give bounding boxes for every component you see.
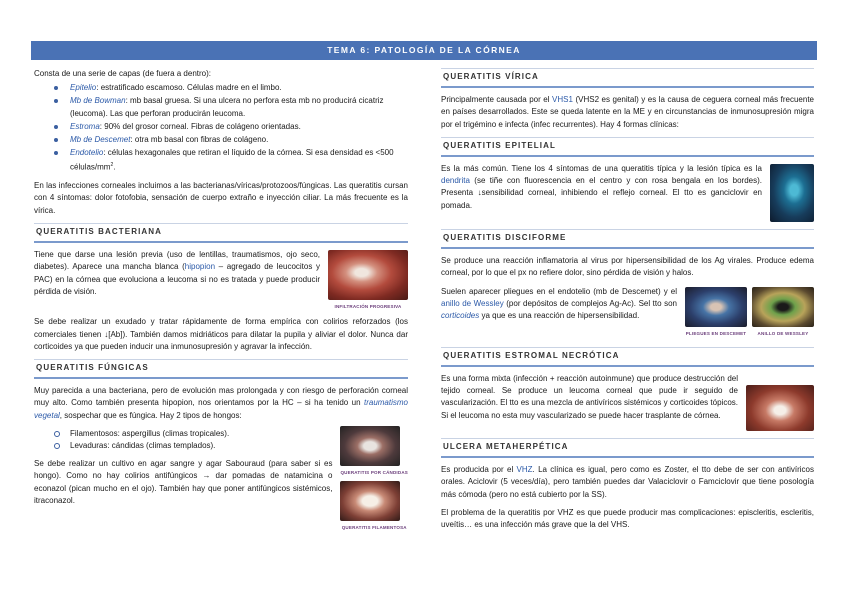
highlight-term: anillo de Wessley: [441, 298, 504, 308]
fungi-types-list: [34, 428, 408, 452]
text-span: (se tiñe con fluorescencia en el centro y con rosa bengala en los bordes). Presenta ↓sensibilidad corneal, inhibiendo el reflejo corneal. El tto es ganciclovir en pomada.: [441, 176, 762, 210]
eye-photo: [685, 287, 747, 327]
list-item: [70, 95, 408, 119]
epitelial-paragraph: [441, 163, 814, 212]
figure-disciforme: [685, 287, 814, 340]
virica-paragraph: [441, 94, 814, 131]
figure-pliegues: [685, 287, 747, 340]
text-span: Suelen aparecer pliegues en el endotelio (mb de Descemet) y el: [441, 286, 677, 296]
right-column: [441, 68, 814, 537]
layer-desc: : células hexagonales que retiran el líquido de la córnea. Si esa densidad es <500 células/mm: [70, 148, 394, 173]
section-header-epitelial: QUERATITIS EPITELIAL: [441, 137, 814, 157]
metaherpetica-complications: El problema de la queratitis por VHZ es que puede producir mas complicaciones: episcleritis, escleritis, uveítis… es una infección más grave que la del VHS.: [441, 507, 814, 530]
layer-term: Epitelio: [70, 83, 97, 93]
layer-term: Mb de Bowman: [70, 96, 126, 106]
text-span: (VHS2 es genital) y es la causa de ceguera corneal más frecuente en países desarrollados. Este se queda latente en la ME y en circunstancias de inmunosupresión migra por el trigémino e infecta (infec recurrentes). Hay 4 formas clínicas:: [441, 95, 814, 129]
section-header-metaherpetica: ULCERA METAHERPÉTICA: [441, 438, 814, 458]
fungicas-paragraph: [34, 385, 408, 422]
text-span: . La clínica es igual, pero como es Zoster, el tto debe de ser con antivíricos orales. Aciclovir (5 veces/día), pero también puedes dar Valaciclovir o Famciclovir que tiene posología más cómoda (pero no está cubierto por la SS).: [441, 465, 815, 499]
section-header-bacteriana: QUERATITIS BACTERIANA: [34, 223, 408, 243]
section-header-estromal: QUERATITIS ESTROMAL NECRÓTICA: [441, 347, 814, 367]
highlight-term: VHZ: [516, 465, 533, 475]
text-span: – agregado de leucocitos y PAC) en la córnea que evoluciona a leucoma si no es tratada y puede producir pérdida de visión.: [34, 262, 321, 296]
list-item: [70, 147, 408, 174]
layer-term: Mb de Descemet: [70, 135, 131, 145]
intro-text: Consta de una serie de capas (de fuera a dentro):: [34, 69, 211, 78]
highlight-term: traumatismo vegetal: [34, 398, 408, 420]
fungicas-body: [34, 428, 408, 537]
list-item: [70, 121, 408, 133]
layer-desc: : estratificado escamoso. Células madre en el limbo.: [96, 83, 282, 93]
epitelial-body: [441, 163, 814, 225]
fungicas-treatment: Se debe realizar un cultivo en agar sangre y agar Sabouraud (para saber si es hongo). Como no hay colirios antifúngicos → dar pomadas de natamicina o econazol (pican mucho en el ojo). También hay que poner antifúngicos sistémicos, itraconazol.: [34, 459, 333, 505]
cornea-layers-list: [34, 82, 408, 174]
highlight-term: hipopion: [184, 262, 216, 272]
layer-desc: : otra mb basal con fibras de colágeno.: [130, 135, 269, 145]
eye-photo: [770, 164, 814, 222]
highlight-term: dendrita: [441, 176, 470, 186]
text-span: Tiene que darse una lesión previa (uso de lentillas, traumatismos, ojo seco, diabetes). Aparece una mancha blanca (: [34, 250, 320, 272]
highlight-term: corticoides: [441, 311, 480, 321]
disciforme-body: [441, 286, 814, 343]
figure-dendrita: [770, 164, 814, 222]
list-item: Filamentosos: aspergillus (climas tropicales).: [70, 428, 408, 440]
bacteriana-treatment: Se debe realizar un exudado y tratar rápidamente de forma empírica con colirios reforzados (los comerciales tienen ↓[Ab]). También damos midriáticos para dilatar la pupila y aliviar el dolor. Nunca dar corticoides ya que pueden inducir una inmunosupresión y agravar la infección.: [34, 317, 408, 351]
text-span: Es producida por el: [441, 465, 517, 475]
highlight-term: VHS1: [552, 95, 573, 105]
layer-tail: .: [113, 163, 116, 173]
eye-photo: [746, 385, 814, 431]
list-item: [70, 82, 408, 94]
text-span: (por depósitos de complejos Ag-Ac). Sel tto son: [503, 298, 677, 308]
section-header-fungicas: QUERATITIS FÚNGICAS: [34, 359, 408, 379]
figure-caption: QUERATITIS POR CÁNDIDAS: [340, 469, 408, 475]
page-title: TEMA 6: PATOLOGÍA DE LA CÓRNEA: [31, 41, 817, 60]
figure-caption: INFILTRACIÓN PROGRESIVA: [334, 304, 402, 310]
figure-caption: PLIEGUES EN DESCEMET: [685, 330, 747, 336]
bacteriana-body: [34, 249, 408, 316]
eye-photo: [752, 287, 814, 327]
disciforme-paragraph: Se produce una reacción inflamatoria al virus por hipersensibilidad de los Ag virales. Produce edema corneal, por lo que el px no refiere dolor, sino pérdida de visión y halos.: [441, 256, 814, 278]
figure-infiltracion: [328, 250, 408, 313]
layer-term: Endotelio: [70, 148, 104, 158]
figure-estromal: [746, 385, 814, 431]
superscript: 2: [110, 162, 114, 169]
figure-anillo: [752, 287, 814, 340]
metaherpetica-paragraph: [441, 464, 814, 501]
figure-caption: ANILLO DE WESSLEY: [757, 330, 809, 336]
text-span: ya que es una reacción de hipersensibilidad.: [479, 311, 640, 321]
list-item: Levaduras: cándidas (climas templados).: [70, 440, 408, 452]
layer-desc: : mb basal gruesa. Si una ulcera no perfora esta mb no producirá cicatriz (leucoma). Las que perforan producirán leucoma.: [70, 96, 384, 118]
list-item: [70, 134, 408, 146]
infections-text: En las infecciones corneales incluimos a las bacterianas/víricas/protozoos/fúngicas. Las queratitis cursan con 4 síntomas: dolor fotofobia, sensación de cuerpo extraño e inyección ciliar. La más frecuente es la vírica.: [34, 181, 408, 215]
text-span: Muy parecida a una bacteriana, pero de evolución mas prolongada y con riesgo de perforación corneal muy alto. Como también presenta hipopion, nos orientamos por la HC – si ha tenido un: [34, 386, 408, 408]
estromal-paragraph: Es una forma mixta (infección + reacción autoinmune) que produce destrucción del tejido corneal. Se produce un leucoma corneal que pude ir seguido de vascularización. El tto es una mezcla de antivíricos sistémicos y corticoides tópicos. Si el leucoma no esta muy vascularizado se puede hacer trasplante de córnea.: [441, 374, 738, 420]
estromal-body: [441, 373, 814, 434]
figure-caption: QUERATITIS FILAMENTOSA: [341, 524, 407, 530]
text-span: Principalmente causada por el: [441, 95, 553, 105]
layer-term: Estroma: [70, 121, 100, 131]
eye-photo: [328, 250, 408, 300]
text-span: , sospechar que es fúngica. Hay 2 tipos de hongos:: [59, 410, 242, 420]
section-header-disciforme: QUERATITIS DISCIFORME: [441, 229, 814, 249]
eye-photo: [340, 481, 400, 521]
section-header-virica: QUERATITIS VÍRICA: [441, 68, 814, 88]
left-column: [34, 68, 408, 537]
text-span: Es la más común. Tiene los 4 síntomas de una queratitis típica y la lesión típica es la: [441, 164, 762, 174]
layer-desc: : 90% del grosor corneal. Fibras de colágeno orientadas.: [99, 121, 301, 131]
